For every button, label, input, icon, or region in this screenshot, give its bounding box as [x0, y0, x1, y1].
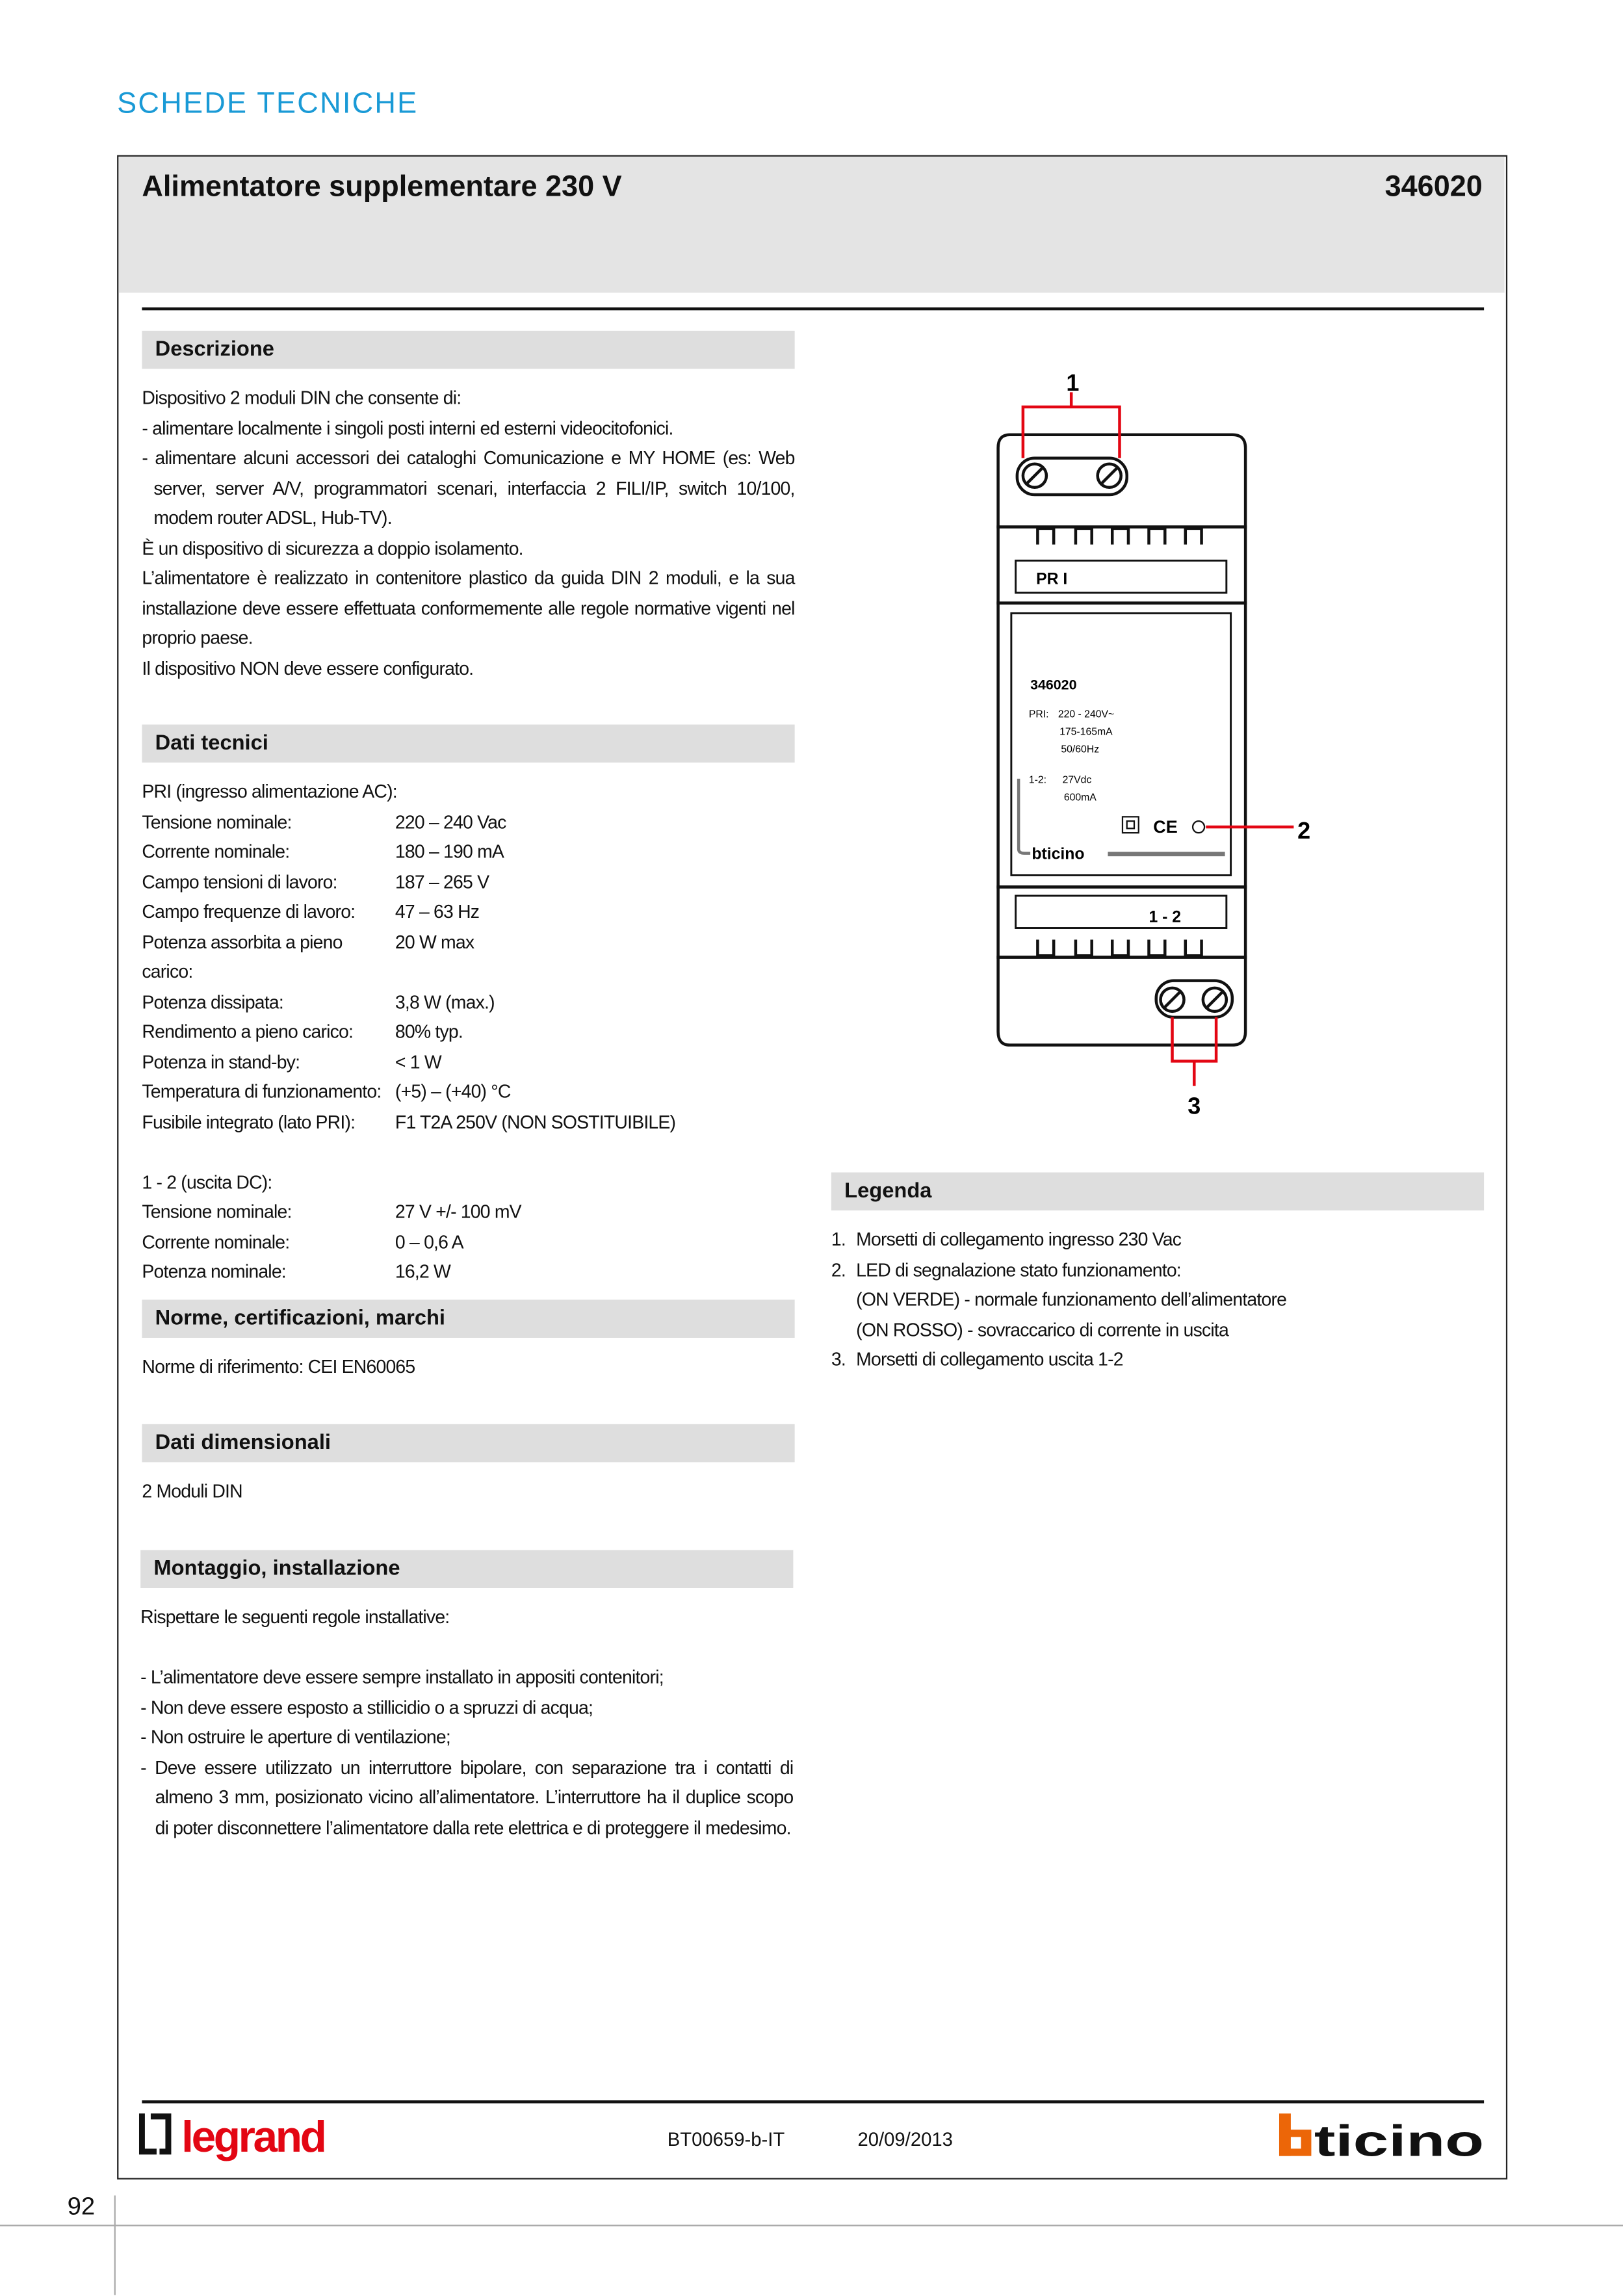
svg-text:50/60Hz: 50/60Hz [1061, 744, 1100, 755]
legrand-logo [139, 2107, 359, 2172]
terminal-screws [1017, 458, 1232, 1017]
spec-label: Potenza in stand-by: [142, 1051, 300, 1073]
desc-line: L’alimentatore è realizzato in contenitore plastico da guida DIN 2 moduli, e la sua installazione deve essere effettuata conformemente alle regole normative vigenti nel proprio paese. [142, 567, 795, 649]
product-title: Alimentatore supplementare 230 V [142, 171, 622, 203]
legend-text: LED di segnalazione stato funzionamento: [856, 1259, 1181, 1281]
legend-number: 3. [831, 1349, 846, 1370]
page-bottom-rule [0, 2224, 1623, 2226]
desc-line: Dispositivo 2 moduli DIN che consente di: [142, 387, 461, 409]
svg-text:ticino: ticino [1314, 2117, 1485, 2161]
spec-value: 3,8 W (max.) [395, 991, 495, 1012]
pri-title: PRI (ingresso alimentazione AC): [142, 781, 397, 802]
section-heading: Dati tecnici [142, 725, 794, 763]
callout-1: 1 [1066, 369, 1080, 397]
spec-label: Campo frequenze di lavoro: [142, 901, 356, 922]
svg-text:220 - 240V~: 220 - 240V~ [1058, 709, 1115, 720]
montaggio-item: - Non deve essere esposto a stillicidio o a spruzzi di acqua; [140, 1697, 593, 1718]
legend-number: 1. [831, 1229, 846, 1250]
spec-label: Corrente nominale: [142, 841, 290, 863]
spec-value: < 1 W [395, 1051, 441, 1073]
spec-row [142, 1257, 794, 1287]
spec-label: Potenza assorbita a pieno carico: [142, 932, 343, 982]
norme-section [142, 1299, 794, 1382]
spec-value: 220 – 240 Vac [395, 811, 506, 833]
montaggio-item: - L’alimentatore deve essere sempre installato in appositi contenitori; [140, 1667, 664, 1688]
page-number: 92 [67, 2192, 96, 2221]
spec-row [142, 1047, 794, 1077]
bottom-module-band [998, 887, 1246, 957]
spec-label: Potenza dissipata: [142, 991, 283, 1012]
document-date: 20/09/2013 [857, 2128, 953, 2150]
desc-line: - alimentare localmente i singoli posti interni ed esterni videocitofonici. [142, 417, 673, 439]
header-divider [142, 307, 1484, 311]
legend-text: (ON VERDE) - normale funzionamento dell’alimentatore [856, 1289, 1287, 1311]
section-heading: Dati dimensionali [142, 1424, 794, 1463]
legend-item [831, 1315, 1484, 1345]
spec-row [142, 1107, 794, 1137]
spec-label: Potenza nominale: [142, 1261, 286, 1283]
spec-row [142, 807, 794, 837]
section-kicker: SCHEDE TECNICHE [117, 88, 419, 120]
spec-row [142, 1077, 794, 1107]
montaggio-section [140, 1550, 793, 1842]
spec-row [142, 1017, 794, 1047]
legend-item [831, 1255, 1484, 1285]
norme-text: Norme di riferimento: CEI EN60065 [142, 1357, 415, 1377]
svg-text:legrand: legrand [181, 2112, 325, 2161]
svg-text:600mA: 600mA [1063, 792, 1097, 803]
legend-item [831, 1285, 1484, 1315]
callout-lines [1023, 392, 1294, 1086]
top-label: PR I [1036, 570, 1068, 588]
spec-value: 187 – 265 V [395, 871, 489, 893]
section-heading: Norme, certificazioni, marchi [142, 1299, 794, 1338]
spec-label: Rendimento a pieno carico: [142, 1021, 354, 1043]
spec-label: Tensione nominale: [142, 811, 292, 833]
dati-tecnici-section [142, 725, 794, 1288]
bticino-logo [1279, 2107, 1487, 2160]
legend-number [831, 1315, 856, 1345]
legend-text: Morsetti di collegamento uscita 1-2 [856, 1349, 1123, 1370]
spec-value: 80% typ. [395, 1021, 463, 1043]
label-brand: bticino [1032, 845, 1085, 863]
label-specs [1029, 709, 1114, 803]
montaggio-item: - Non ostruire le aperture di ventilazione; [140, 1727, 450, 1748]
legend-number: 2. [831, 1259, 846, 1281]
montaggio-intro: Rispettare le seguenti regole installative: [140, 1607, 450, 1628]
spec-value: 180 – 190 mA [395, 841, 504, 863]
spec-row [142, 1227, 794, 1257]
section-heading: Legenda [831, 1173, 1484, 1211]
product-code: 346020 [1384, 171, 1483, 203]
spec-row [142, 867, 794, 897]
spec-value: 27 V +/- 100 mV [395, 1201, 521, 1223]
svg-text:27Vdc: 27Vdc [1062, 774, 1092, 786]
legend-item [831, 1345, 1484, 1375]
spec-value: 0 – 0,6 A [395, 1231, 463, 1253]
document-code: BT00659-b-IT [667, 2128, 785, 2150]
ce-mark-icon: CE [1153, 817, 1178, 837]
legend-item [831, 1225, 1484, 1255]
spec-row [142, 927, 794, 987]
montaggio-item: - Deve essere utilizzato un interruttore bipolare, con separazione tra i contatti di almeno 3 mm, posizionato vicino all’alimentatore. L’interruttore ha il duplice scopo di poter disconnettere l’alimentatore dalla rete elettrica e di proteggere il medesimo. [140, 1757, 794, 1838]
dimensioni-section [142, 1424, 794, 1507]
top-module-band [998, 527, 1246, 603]
page-margin-rule [114, 2195, 116, 2295]
svg-text:1-2:: 1-2: [1028, 774, 1047, 786]
legend-text: Morsetti di collegamento ingresso 230 Vac [856, 1229, 1182, 1250]
label-code: 346020 [1030, 677, 1077, 693]
spec-value: 16,2 W [395, 1261, 451, 1283]
double-insulation-icon [1123, 816, 1139, 833]
spec-row [142, 837, 794, 867]
callout-3: 3 [1188, 1092, 1201, 1119]
legend-number [831, 1285, 856, 1315]
desc-line: Il dispositivo NON deve essere configurato. [142, 658, 474, 679]
callout-2: 2 [1297, 817, 1311, 844]
descrizione-section [142, 331, 794, 684]
spec-value: 20 W max [395, 932, 474, 952]
legenda-section [831, 1173, 1484, 1376]
spec-value: F1 T2A 250V (NON SOSTITUIBILE) [395, 1112, 676, 1132]
legend-text: (ON ROSSO) - sovraccarico di corrente in uscita [856, 1319, 1228, 1340]
desc-line: - alimentare alcuni accessori dei cataloghi Comunicazione e MY HOME (es: Web server, server A/V, programmatori scenari, interfaccia 2 FILI/IP, switch 10/100, modem router ADSL, Hub-TV). [142, 447, 795, 528]
svg-text:PRI:: PRI: [1028, 709, 1049, 720]
desc-line: È un dispositivo di sicurezza a doppio isolamento. [142, 538, 523, 558]
spec-label: Campo tensioni di lavoro: [142, 871, 337, 893]
section-heading: Montaggio, installazione [140, 1550, 793, 1588]
svg-text:175-165mA: 175-165mA [1059, 726, 1113, 738]
dimensioni-text: 2 Moduli DIN [142, 1481, 242, 1502]
spec-label: Fusibile integrato (lato PRI): [142, 1112, 356, 1132]
device-diagram [966, 359, 1346, 1134]
spec-label: Corrente nominale: [142, 1231, 290, 1253]
footer-divider [142, 2100, 1484, 2104]
spec-label: Tensione nominale: [142, 1201, 292, 1223]
spec-value: (+5) – (+40) °C [395, 1081, 511, 1102]
led-icon [1193, 821, 1204, 833]
out-title: 1 - 2 (uscita DC): [142, 1171, 272, 1192]
spec-row [142, 987, 794, 1017]
label-area [998, 603, 1246, 887]
bottom-label: 1 - 2 [1149, 908, 1182, 926]
spec-row [142, 897, 794, 927]
section-heading: Descrizione [142, 331, 794, 369]
spec-label: Temperatura di funzionamento: [142, 1081, 382, 1102]
spec-row [142, 1197, 794, 1227]
spec-value: 47 – 63 Hz [395, 901, 480, 922]
